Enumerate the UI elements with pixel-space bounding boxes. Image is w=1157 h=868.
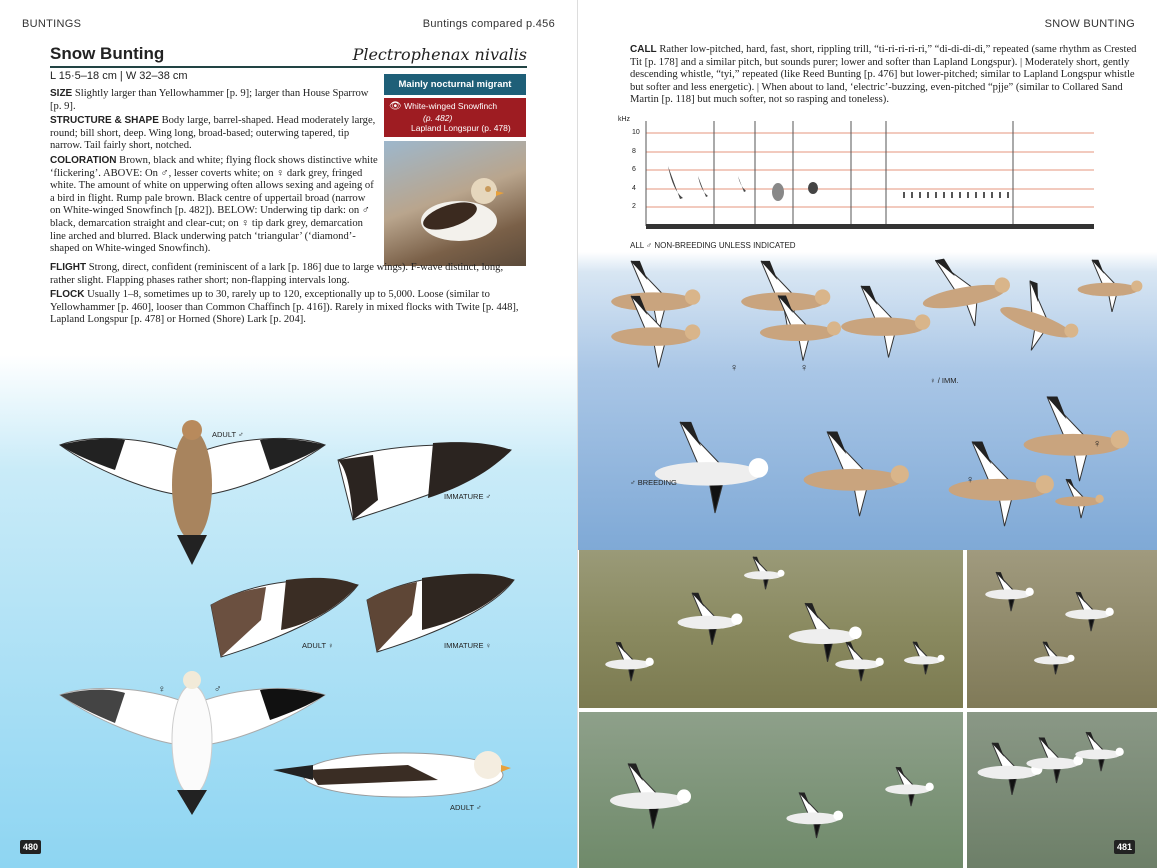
bird-illustration bbox=[1068, 730, 1128, 772]
label-immature-female: IMMATURE ♀ bbox=[444, 641, 492, 650]
bird-illustration bbox=[978, 570, 1038, 612]
label-male-mark: ♂ bbox=[214, 684, 222, 695]
plate-note: ALL ♂ NON-BREEDING UNLESS INDICATED bbox=[630, 241, 796, 250]
label-female-4: ♀ bbox=[966, 474, 975, 486]
bird-illustration bbox=[1048, 477, 1108, 519]
bird-illustration bbox=[598, 292, 708, 369]
label-female-immature: ♀ / IMM. bbox=[930, 376, 959, 385]
page-number: 481 bbox=[1114, 840, 1135, 854]
bird-illustration bbox=[933, 437, 1063, 528]
right-page bbox=[577, 0, 1157, 868]
label-female-2: ♀ bbox=[800, 362, 809, 374]
measurements: L 15·5–18 cm | W 32–38 cm bbox=[50, 70, 188, 82]
label-immature-male: IMMATURE ♂ bbox=[444, 492, 492, 501]
label-female-3: ♀ bbox=[1093, 438, 1102, 450]
flight-plate bbox=[578, 252, 1157, 550]
label-female-mark: ♀ bbox=[158, 684, 166, 695]
section-flight: FLIGHT Strong, direct, confident (reminiscent of a lark [p. 186] due to large wings). F-wave distinct, long, rather slight. Flapping phases rather short; non-flapping intervals long. bbox=[50, 262, 504, 286]
bird-illustration bbox=[1058, 590, 1118, 632]
bird-illustration-adult-male-side bbox=[268, 740, 513, 805]
bird-illustration bbox=[828, 640, 888, 682]
label-female-1: ♀ bbox=[730, 362, 739, 374]
species-account bbox=[50, 88, 378, 258]
section-size: SIZE Slightly larger than Yellowhammer [p. 9]; larger than House Sparrow [p. 9]. bbox=[50, 88, 369, 112]
scientific-name: Plectrophenax nivalis bbox=[352, 45, 527, 64]
section-structure: STRUCTURE & SHAPE Body large, barrel-shaped. Head moderately large, round; bill short, deep. Wing long, broad-based; outerwing tapered, tip narrow. Tail fairly short, notched. bbox=[50, 115, 376, 152]
call-description: CALL Rather low-pitched, hard, fast, short, rippling trill, “ti-ri-ri-ri-ri,” “di-di-di-di,” repeated (same rhythm as Crested Tit [p. 178] and a similar pitch, but sounds purer; lower and softer than Lapland Longspur). | Moderately short, gently descending whistle, “tyi,” repeated (like Reed Bunting [p. 476] but lower-pitched; similar to Lapland Longspur whistle but softer and less energetic). | When about to land, ‘electric’-buzzing, even-pitched “pjje” (similar to Collared Sand Martin [p. 118] but much softer, not so rasping and toneless). bbox=[630, 44, 1137, 106]
sonogram-tick-label: 2 bbox=[632, 203, 636, 210]
species-photo bbox=[384, 141, 526, 266]
bird-illustration bbox=[598, 640, 658, 682]
bird-illustration bbox=[668, 590, 748, 646]
bird-illustration bbox=[598, 760, 698, 830]
bird-illustration bbox=[738, 555, 788, 590]
bird-illustration bbox=[878, 765, 938, 807]
section-flock: FLOCK Usually 1–8, sometimes up to 30, rarely up to 120, exceptionally up to 5,000. Loose (similar to Yellowhammer [p. 460], looser than Common Chaffinch [p. 416]). Rarely in mixed flocks with Twite [p. 448], Lapland Longspur [p. 478] or Horned (Shore) Lark [p. 204]. bbox=[50, 289, 519, 326]
section-coloration: COLORATION Brown, black and white; flying flock shows distinctive white ‘flickering’. ABOVE: On ♂, lesser coverts white; on ♀ dark grey, fringed white. The amount of white on upperwing often allows sexing and ageing of a bird in flight. Rump pale brown. Black centre of uppertail broad (narrow on White-winged Snowfinch [p. 482]). BELOW: Underwing tip dark: on ♂ black, demarcation straight and clear-cut; on ♀ tip dark grey, demarcation line arched and blurred. Black underwing patch ‘triangular’ (‘diamond’-shaped on White-winged Snowfinch). bbox=[50, 154, 378, 255]
bird-illustration bbox=[788, 427, 918, 518]
info-box bbox=[384, 74, 526, 266]
label-adult-female: ADULT ♀ bbox=[302, 641, 334, 650]
species-title: Snow Bunting bbox=[50, 44, 165, 63]
bird-illustration-immature-male bbox=[333, 440, 513, 525]
eye-icon: 👁 bbox=[389, 101, 402, 112]
sonogram-tick-label: 4 bbox=[632, 184, 636, 192]
sonogram-unit: kHz bbox=[618, 116, 631, 123]
left-page bbox=[0, 0, 577, 868]
bird-illustration-adult-male-upperside bbox=[55, 415, 330, 570]
sonogram-tick-label: 10 bbox=[632, 129, 640, 136]
bird-illustration bbox=[828, 282, 938, 359]
bird-illustration bbox=[778, 790, 848, 839]
label-male-breeding: ♂ BREEDING bbox=[630, 478, 677, 487]
running-header: BUNTINGS bbox=[22, 18, 82, 30]
running-header: SNOW BUNTING bbox=[1044, 18, 1135, 30]
bird-illustration bbox=[1028, 640, 1078, 675]
similar-species-badge: 👁 White-winged Snowfinch (p. 482) Lapland Longspur (p. 478) bbox=[384, 98, 526, 137]
label-adult-male: ADULT ♂ bbox=[212, 430, 244, 439]
label-adult-male-side: ADULT ♂ bbox=[450, 803, 482, 812]
page-number: 480 bbox=[20, 840, 41, 854]
sonogram bbox=[618, 116, 1138, 234]
sonogram-plot bbox=[618, 116, 1138, 234]
title-rule bbox=[50, 66, 527, 68]
bird-illustration bbox=[898, 640, 948, 675]
bird-illustration bbox=[638, 417, 778, 515]
species-account-wide bbox=[50, 262, 526, 329]
cross-reference: Buntings compared p.456 bbox=[422, 18, 555, 30]
migration-badge: Mainly nocturnal migrant bbox=[384, 74, 526, 95]
bird-illustration-adult-female bbox=[206, 575, 361, 660]
sonogram-tick-label: 6 bbox=[632, 166, 636, 173]
sonogram-tick-label: 8 bbox=[632, 147, 636, 155]
bird-photo-icon bbox=[384, 141, 526, 266]
bird-illustration-immature-female bbox=[362, 570, 517, 655]
